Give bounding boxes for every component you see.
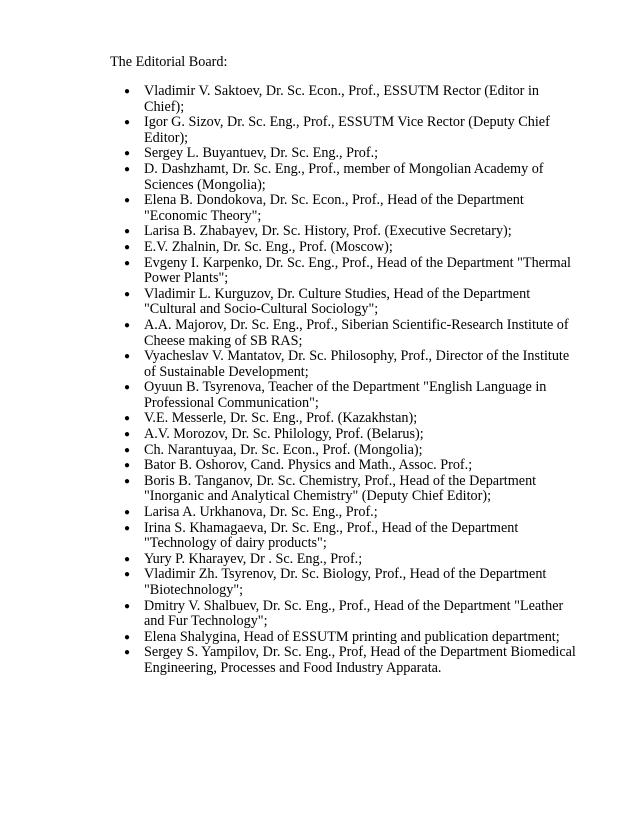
board-member-text: Evgeny I. Karpenko, Dr. Sc. Eng., Prof., Head of the Department "Thermal Power Plants"; xyxy=(144,254,571,287)
bullet-icon: ● xyxy=(124,117,131,129)
bullet-icon: ● xyxy=(124,413,131,425)
bullet-icon: ● xyxy=(124,163,131,175)
board-member-item xyxy=(112,193,582,224)
bullet-icon: ● xyxy=(124,148,131,160)
board-member-item xyxy=(112,427,582,443)
editorial-board-heading: The Editorial Board: xyxy=(110,54,228,70)
board-member-text: Irina S. Khamagaeva, Dr. Sc. Eng., Prof., Head of the Department "Technology of dairy products"; xyxy=(144,519,519,552)
board-member-item xyxy=(112,287,582,318)
board-member-text: Ch. Narantuyaa, Dr. Sc. Econ., Prof. (Mongolia); xyxy=(144,441,423,458)
board-member-item xyxy=(112,552,582,568)
bullet-icon: ● xyxy=(124,507,131,519)
bullet-icon: ● xyxy=(124,382,131,394)
bullet-icon: ● xyxy=(124,647,131,659)
bullet-icon: ● xyxy=(124,553,131,565)
board-member-text: E.V. Zhalnin, Dr. Sc. Eng., Prof. (Moscow); xyxy=(144,238,393,255)
board-member-item xyxy=(112,521,582,552)
bullet-icon: ● xyxy=(124,288,131,300)
board-member-text: A.A. Majorov, Dr. Sc. Eng., Prof., Siberian Scientific-Research Institute of Cheese making of SB RAS; xyxy=(144,316,569,349)
board-member-item xyxy=(112,318,582,349)
board-member-text: Boris B. Tanganov, Dr. Sc. Chemistry, Prof., Head of the Department "Inorganic and Analytical Chemistry" (Deputy Chief Editor); xyxy=(144,472,537,505)
board-member-text: Oyuun B. Tsyrenova, Teacher of the Department "English Language in Professional Communication"; xyxy=(144,379,547,411)
board-member-text: Sergey L. Buyantuev, Dr. Sc. Eng., Prof.; xyxy=(144,145,379,162)
board-member-text: Sergey S. Yampilov, Dr. Sc. Eng., Prof, Head of the Department Biomedical Engineering, Processes and Food Industry Apparata. xyxy=(144,644,576,676)
board-member-text: Vladimir L. Kurguzov, Dr. Culture Studies, Head of the Department "Cultural and Socio-Cultural Sociology"; xyxy=(144,285,531,318)
board-member-text: Elena Shalygina, Head of ESSUTM printing and publication department; xyxy=(144,628,560,645)
board-member-item xyxy=(112,599,582,630)
board-member-text: Bator B. Oshorov, Cand. Physics and Math., Assoc. Prof.; xyxy=(144,457,473,474)
board-member-text: D. Dashzhamt, Dr. Sc. Eng., Prof., member of Mongolian Academy of Sciences (Mongolia); xyxy=(144,160,544,193)
board-member-item xyxy=(112,349,582,380)
bullet-icon: ● xyxy=(124,226,131,238)
board-member-item xyxy=(112,162,582,193)
board-member-text: Larisa B. Zhabayev, Dr. Sc. History, Prof. (Executive Secretary); xyxy=(144,223,512,240)
board-member-text: Yury P. Kharayev, Dr . Sc. Eng., Prof.; xyxy=(144,550,363,567)
board-member-item xyxy=(112,505,582,521)
bullet-icon: ● xyxy=(124,444,131,456)
board-member-item xyxy=(112,380,582,411)
board-member-item xyxy=(112,443,582,459)
board-member-item xyxy=(112,458,582,474)
bullet-icon: ● xyxy=(124,631,131,643)
board-member-item xyxy=(112,240,582,256)
bullet-icon: ● xyxy=(124,86,131,97)
board-member-item xyxy=(112,474,582,505)
bullet-icon: ● xyxy=(124,569,131,581)
board-member-item xyxy=(112,256,582,287)
board-member-item xyxy=(112,84,582,115)
bullet-icon: ● xyxy=(124,475,131,487)
bullet-icon: ● xyxy=(124,351,131,363)
board-member-text: Vladimir V. Saktoev, Dr. Sc. Econ., Prof., ESSUTM Rector (Editor in Chief); xyxy=(144,83,539,115)
bullet-icon: ● xyxy=(124,600,131,612)
bullet-icon: ● xyxy=(124,522,131,534)
board-member-item xyxy=(112,146,582,162)
board-member-text: Vyacheslav V. Mantatov, Dr. Sc. Philosophy, Prof., Director of the Institute of Sustainable Development; xyxy=(144,348,570,380)
bullet-icon: ● xyxy=(124,241,131,253)
bullet-icon: ● xyxy=(124,257,131,269)
board-member-text: V.E. Messerle, Dr. Sc. Eng., Prof. (Kazakhstan); xyxy=(144,410,418,427)
editorial-board-list xyxy=(112,84,582,677)
board-member-text: A.V. Morozov, Dr. Sc. Philology, Prof. (Belarus); xyxy=(144,426,424,443)
board-member-item xyxy=(112,411,582,427)
board-member-text: Dmitry V. Shalbuev, Dr. Sc. Eng., Prof., Head of the Department "Leather and Fur Technology"; xyxy=(144,597,564,630)
bullet-icon: ● xyxy=(124,195,131,207)
bullet-icon: ● xyxy=(124,429,131,441)
board-member-text: Elena B. Dondokova, Dr. Sc. Econ., Prof., Head of the Department "Economic Theory"; xyxy=(144,192,524,224)
board-member-text: Larisa A. Urkhanova, Dr. Sc. Eng., Prof.; xyxy=(144,504,378,521)
board-member-text: Vladimir Zh. Tsyrenov, Dr. Sc. Biology, Prof., Head of the Department "Biotechnology"; xyxy=(144,566,547,598)
board-member-item xyxy=(112,115,582,146)
board-member-item xyxy=(112,567,582,598)
board-member-text: Igor G. Sizov, Dr. Sc. Eng., Prof., ESSUTM Vice Rector (Deputy Chief Editor); xyxy=(144,114,550,146)
board-member-item xyxy=(112,224,582,240)
bullet-icon: ● xyxy=(124,319,131,331)
board-member-item xyxy=(112,630,582,646)
board-member-item xyxy=(112,645,582,676)
bullet-icon: ● xyxy=(124,460,131,472)
